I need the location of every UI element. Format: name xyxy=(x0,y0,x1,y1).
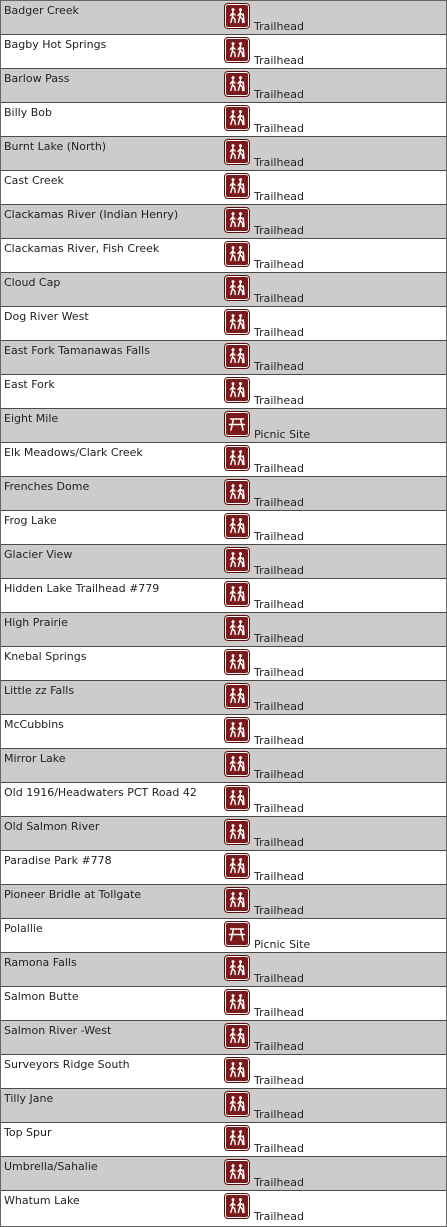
site-row[interactable] xyxy=(1,1,446,35)
site-type: Trailhead xyxy=(254,598,304,611)
site-name[interactable]: Old Salmon River xyxy=(4,820,100,833)
site-row[interactable] xyxy=(1,205,446,239)
site-type: Picnic Site xyxy=(254,938,311,951)
hiker-icon xyxy=(225,854,249,878)
site-name[interactable]: High Prairie xyxy=(4,616,68,629)
site-name[interactable]: Clackamas River, Fish Creek xyxy=(4,242,160,255)
site-row[interactable] xyxy=(1,239,446,273)
site-type: Trailhead xyxy=(254,904,304,917)
site-row[interactable] xyxy=(1,1055,446,1089)
site-type: Trailhead xyxy=(254,836,304,849)
site-row[interactable] xyxy=(1,341,446,375)
site-type: Trailhead xyxy=(254,632,304,645)
site-type: Trailhead xyxy=(254,156,304,169)
site-type: Trailhead xyxy=(254,870,304,883)
site-row[interactable] xyxy=(1,1089,446,1123)
hiker-icon xyxy=(225,684,249,708)
hiker-icon xyxy=(225,956,249,980)
site-name[interactable]: Surveyors Ridge South xyxy=(4,1058,130,1071)
site-name[interactable]: Elk Meadows/Clark Creek xyxy=(4,446,143,459)
site-type: Trailhead xyxy=(254,1006,304,1019)
site-type: Trailhead xyxy=(254,1108,304,1121)
hiker-icon xyxy=(225,1160,249,1184)
site-row[interactable] xyxy=(1,307,446,341)
site-type: Trailhead xyxy=(254,360,304,373)
site-row[interactable] xyxy=(1,885,446,919)
hiker-icon xyxy=(225,616,249,640)
site-row[interactable] xyxy=(1,409,446,443)
site-row[interactable] xyxy=(1,987,446,1021)
hiker-icon xyxy=(225,446,249,470)
site-name[interactable]: Clackamas River (Indian Henry) xyxy=(4,208,179,221)
site-type: Trailhead xyxy=(254,258,304,271)
site-row[interactable] xyxy=(1,851,446,885)
hiker-icon xyxy=(225,310,249,334)
site-row[interactable] xyxy=(1,375,446,409)
hiker-icon xyxy=(225,4,249,28)
site-type: Trailhead xyxy=(254,972,304,985)
hiker-icon xyxy=(225,718,249,742)
site-type: Trailhead xyxy=(254,666,304,679)
hiker-icon xyxy=(225,344,249,368)
site-row[interactable] xyxy=(1,1021,446,1055)
site-row[interactable] xyxy=(1,749,446,783)
site-row[interactable] xyxy=(1,919,446,953)
hiker-icon xyxy=(225,208,249,232)
hiker-icon xyxy=(225,1024,249,1048)
site-name[interactable]: Eight Mile xyxy=(4,412,59,425)
site-type: Trailhead xyxy=(254,292,304,305)
site-row[interactable] xyxy=(1,69,446,103)
hiker-icon xyxy=(225,888,249,912)
site-row[interactable] xyxy=(1,953,446,987)
site-row[interactable] xyxy=(1,511,446,545)
site-row[interactable] xyxy=(1,817,446,851)
site-row[interactable] xyxy=(1,477,446,511)
site-name[interactable]: East Fork xyxy=(4,378,55,391)
site-name[interactable]: Whatum Lake xyxy=(4,1194,80,1207)
site-type: Trailhead xyxy=(254,462,304,475)
site-type: Trailhead xyxy=(254,394,304,407)
site-type: Trailhead xyxy=(254,1210,304,1223)
site-type: Trailhead xyxy=(254,1176,304,1189)
site-name[interactable]: Frog Lake xyxy=(4,514,57,527)
site-row[interactable] xyxy=(1,1157,446,1191)
hiker-icon xyxy=(225,378,249,402)
site-row[interactable] xyxy=(1,137,446,171)
site-name[interactable]: Dog River West xyxy=(4,310,89,323)
site-type: Trailhead xyxy=(254,802,304,815)
hiker-icon xyxy=(225,242,249,266)
site-row[interactable] xyxy=(1,1191,446,1225)
site-name[interactable]: Burnt Lake (North) xyxy=(4,140,107,153)
site-row[interactable] xyxy=(1,715,446,749)
site-type: Trailhead xyxy=(254,530,304,543)
hiker-icon xyxy=(225,650,249,674)
hiker-icon xyxy=(225,514,249,538)
site-type: Trailhead xyxy=(254,1040,304,1053)
site-type: Trailhead xyxy=(254,1142,304,1155)
site-type: Trailhead xyxy=(254,734,304,747)
site-type: Trailhead xyxy=(254,326,304,339)
site-type: Trailhead xyxy=(254,564,304,577)
hiker-icon xyxy=(225,990,249,1014)
site-type: Trailhead xyxy=(254,122,304,135)
site-type: Trailhead xyxy=(254,88,304,101)
hiker-icon xyxy=(225,820,249,844)
site-name[interactable]: Tilly Jane xyxy=(4,1092,54,1105)
site-name[interactable]: Pioneer Bridle at Tollgate xyxy=(4,888,142,901)
hiker-icon xyxy=(225,480,249,504)
site-name[interactable]: Cast Creek xyxy=(4,174,64,187)
site-row[interactable] xyxy=(1,579,446,613)
hiker-icon xyxy=(225,548,249,572)
hiker-icon xyxy=(225,174,249,198)
hiker-icon xyxy=(225,1126,249,1150)
site-name[interactable]: Barlow Pass xyxy=(4,72,70,85)
site-name[interactable]: Umbrella/Sahalie xyxy=(4,1160,98,1173)
hiker-icon xyxy=(225,276,249,300)
site-type: Trailhead xyxy=(254,190,304,203)
site-name[interactable]: Paradise Park #778 xyxy=(4,854,112,867)
site-name[interactable]: Glacier View xyxy=(4,548,73,561)
site-name[interactable]: Little zz Falls xyxy=(4,684,75,697)
site-name[interactable]: Top Spur xyxy=(4,1126,52,1139)
site-name[interactable]: Mirror Lake xyxy=(4,752,66,765)
site-name[interactable]: Badger Creek xyxy=(4,4,79,17)
site-type: Picnic Site xyxy=(254,428,311,441)
site-row[interactable] xyxy=(1,103,446,137)
site-row[interactable] xyxy=(1,613,446,647)
site-name[interactable]: Ramona Falls xyxy=(4,956,77,969)
site-type: Trailhead xyxy=(254,768,304,781)
site-type: Trailhead xyxy=(254,700,304,713)
hiker-icon xyxy=(225,1092,249,1116)
site-row[interactable] xyxy=(1,35,446,69)
site-row[interactable] xyxy=(1,647,446,681)
picnic-table-icon xyxy=(225,922,249,946)
site-name[interactable]: Bagby Hot Springs xyxy=(4,38,107,51)
hiker-icon xyxy=(225,1194,249,1218)
site-name[interactable]: Hidden Lake Trailhead #779 xyxy=(4,582,160,595)
site-type: Trailhead xyxy=(254,496,304,509)
site-name[interactable]: East Fork Tamanawas Falls xyxy=(4,344,150,357)
hiker-icon xyxy=(225,140,249,164)
site-row[interactable] xyxy=(1,783,446,817)
hiker-icon xyxy=(225,582,249,606)
hiker-icon xyxy=(225,72,249,96)
site-name[interactable]: Billy Bob xyxy=(4,106,52,119)
site-row[interactable] xyxy=(1,545,446,579)
site-name[interactable]: McCubbins xyxy=(4,718,64,731)
site-name[interactable]: Old 1916/Headwaters PCT Road 42 xyxy=(4,786,197,799)
hiker-icon xyxy=(225,786,249,810)
site-name[interactable]: Knebal Springs xyxy=(4,650,87,663)
hiker-icon xyxy=(225,752,249,776)
site-type: Trailhead xyxy=(254,20,304,33)
hiker-icon xyxy=(225,1058,249,1082)
site-row[interactable] xyxy=(1,681,446,715)
site-type: Trailhead xyxy=(254,54,304,67)
picnic-table-icon xyxy=(225,412,249,436)
site-row[interactable] xyxy=(1,443,446,477)
site-row[interactable] xyxy=(1,273,446,307)
hiker-icon xyxy=(225,38,249,62)
hiker-icon xyxy=(225,106,249,130)
site-row[interactable] xyxy=(1,1123,446,1157)
site-type: Trailhead xyxy=(254,1074,304,1087)
site-name[interactable]: Salmon Butte xyxy=(4,990,79,1003)
site-name[interactable]: Cloud Cap xyxy=(4,276,61,289)
site-name[interactable]: Frenches Dome xyxy=(4,480,90,493)
site-row[interactable] xyxy=(1,171,446,205)
site-type: Trailhead xyxy=(254,224,304,237)
site-name[interactable]: Polallie xyxy=(4,922,43,935)
site-name[interactable]: Salmon River -West xyxy=(4,1024,112,1037)
